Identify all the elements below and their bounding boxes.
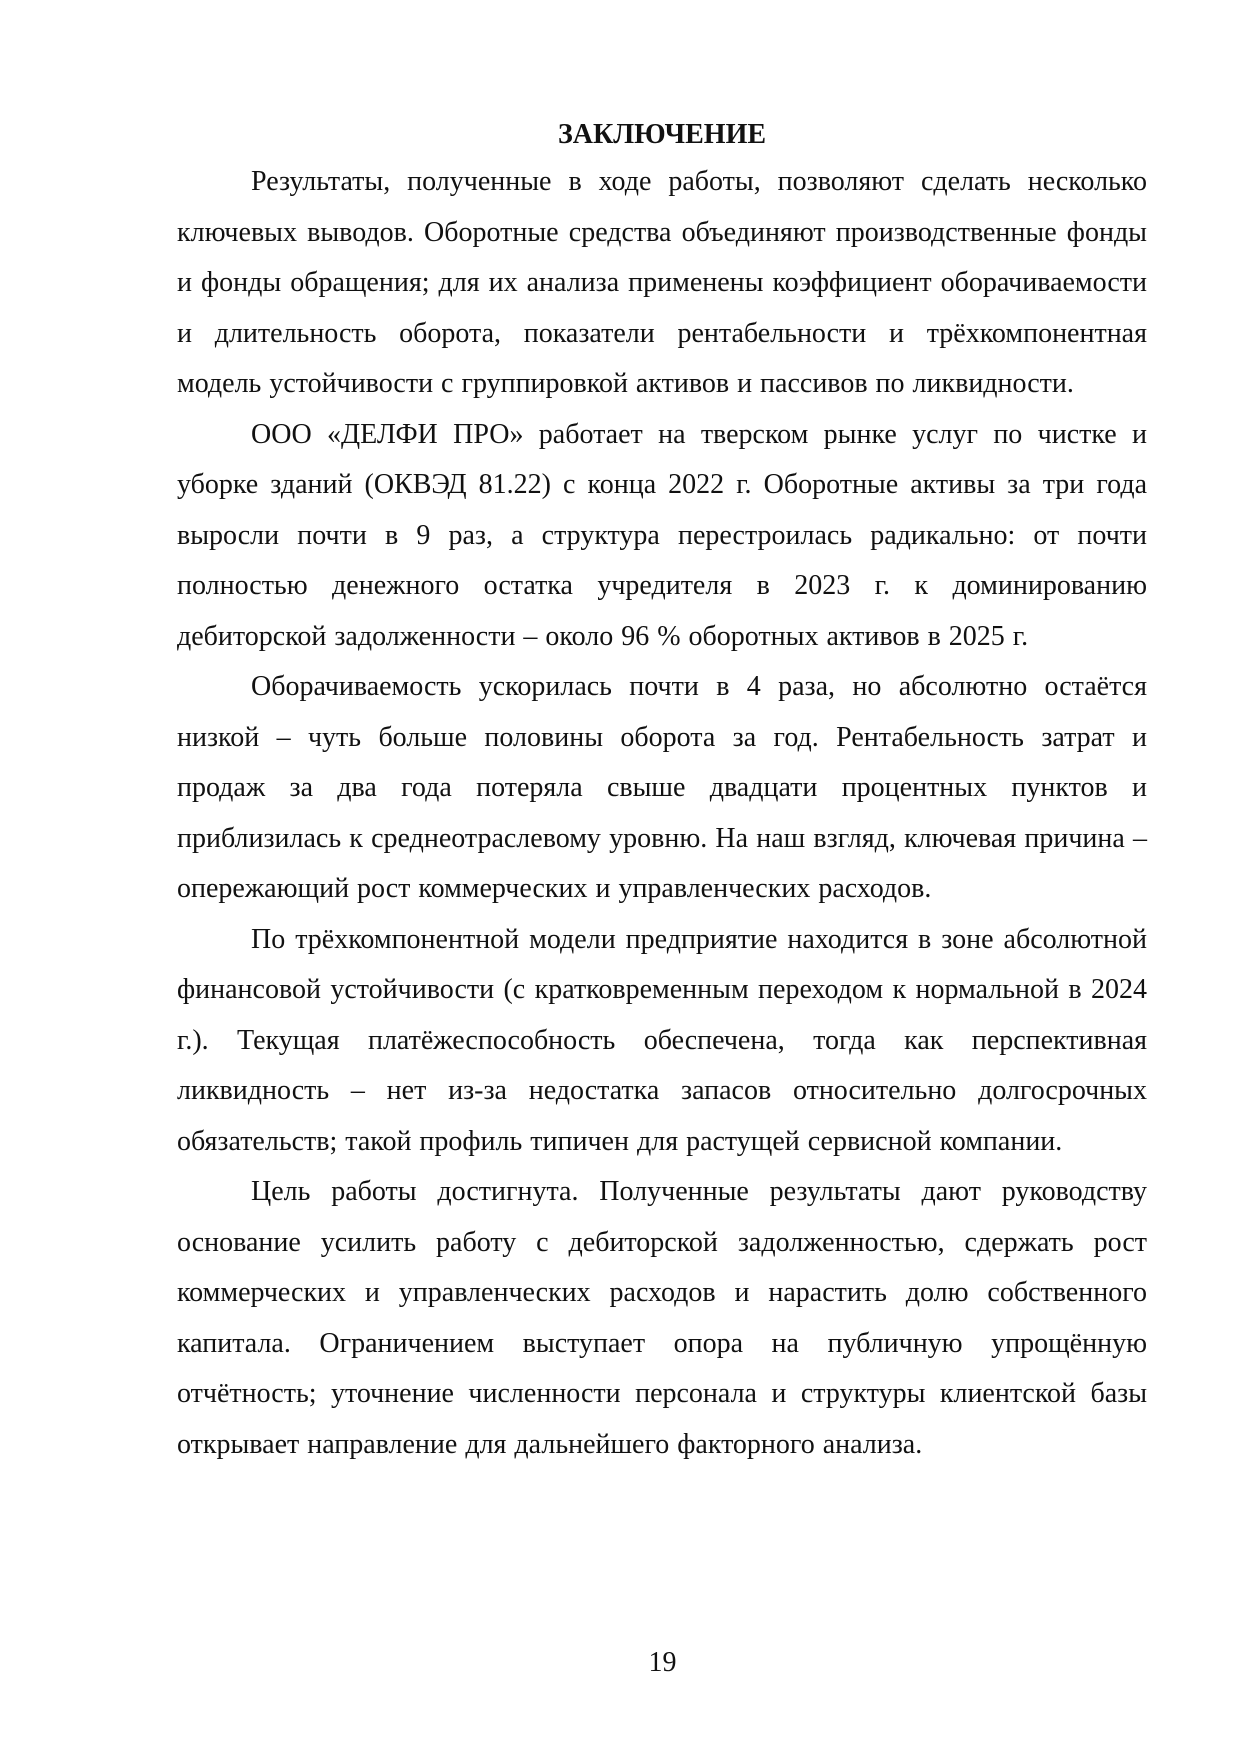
body-text (177, 157, 1147, 1470)
page-number: 19 (648, 1647, 677, 1678)
section-heading: ЗАКЛЮЧЕНИЕ (557, 119, 767, 150)
paragraph-2: ООО «ДЕЛФИ ПРО» работает на тверском рынке услуг по чистке и уборке зданий (ОКВЭД 81.22) с конца 2022 г. Оборотные активы за три года выросли почти в 9 раз, а структура перестроилась радикально: от почти полностью денежного остатка учредителя в 2023 г. к доминированию дебиторской задолженности – около 96 % оборотных активов в 2025 г. (177, 418, 1147, 652)
paragraph-4: По трёхкомпонентной модели предприятие находится в зоне абсолютной финансовой устойчивости (с кратковременным переходом к нормальной в 2024 г.). Текущая платёжеспособность обеспечена, тогда как перспективная ликвидность – нет из-за недостатка запасов относительно долгосрочных обязательств; такой профиль типичен для растущей сервисной компании. (177, 923, 1147, 1157)
paragraph-5: Цель работы достигнута. Полученные результаты дают руководству основание усилить работу с дебиторской задолженностью, сдержать рост коммерческих и управленческих расходов и нарастить долю собственного капитала. Ограничением выступает опора на публичную упрощённую отчётность; уточнение численности персонала и структуры клиентской базы открывает направление для дальнейшего факторного анализа. (177, 1176, 1147, 1460)
paragraph-1: Результаты, полученные в ходе работы, позволяют сделать несколько ключевых выводов. Оборотные средства объединяют производственные фонды и фонды обращения; для их анализа применены коэффициент оборачиваемости и длительность оборота, показатели рентабельности и трёхкомпонентная модель устойчивости с группировкой активов и пассивов по ликвидности. (177, 166, 1147, 399)
paragraph-3: Оборачиваемость ускорилась почти в 4 раза, но абсолютно остаётся низкой – чуть больше половины оборота за год. Рентабельность затрат и продаж за два года потеряла свыше двадцати процентных пунктов и приблизилась к среднеотраслевому уровню. На наш взгляд, ключевая причина – опережающий рост коммерческих и управленческих расходов. (177, 671, 1147, 904)
